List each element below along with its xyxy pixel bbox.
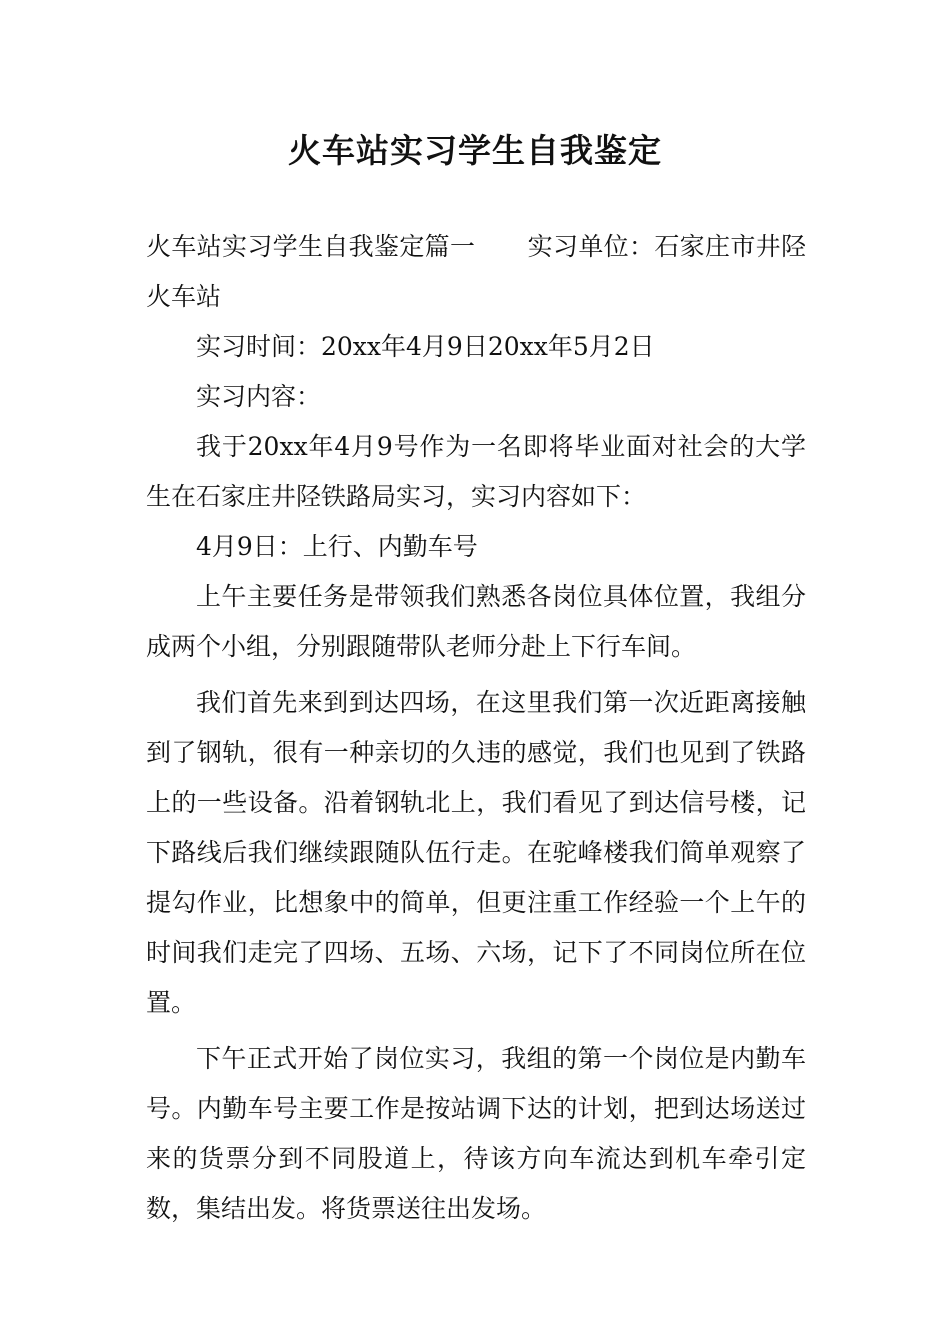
intro-paragraph [146,222,806,322]
date-heading: 4月9日：上行、内勤车号 [196,532,478,561]
document-title: 火车站实习学生自我鉴定 [288,131,662,170]
paragraph-first-visit: 我们首先来到到达四场，在这里我们第一次近距离接触到了钢轨，很有一种亲切的久违的感觉，我们也见到了铁路上的一些设备。沿着钢轨北上，我们看见了到达信号楼，记下路线后我们继续跟随队伍行走。在驼峰楼我们简单观察了提勾作业，比想象中的简单，但更注重工作经验一个上午的时间我们走完了四场、五场、六场，记下了不同岗位所在位置。 [146,688,806,1017]
internship-time: 实习时间：20xx年4月9日20xx年5月2日 [196,332,655,361]
document-body [146,222,806,1234]
paragraph-afternoon: 下午正式开始了岗位实习，我组的第一个岗位是内勤车号。内勤车号主要工作是按站调下达的计划，把到达场送过来的货票分到不同股道上，待该方向车流达到机车牵引定数，集结出发。将货票送往出发场。 [146,1044,806,1223]
internship-content-label: 实习内容： [196,382,322,411]
paragraph-morning-task: 上午主要任务是带领我们熟悉各岗位具体位置，我组分成两个小组，分别跟随带队老师分赴上下行车间。 [146,582,806,661]
internship-unit: 实习单位：石家庄市井陉火车站 [146,232,806,311]
paragraph-intro: 我于20xx年4月9号作为一名即将毕业面对社会的大学生在石家庄井陉铁路局实习，实习内容如下： [146,432,806,511]
section-heading: 火车站实习学生自我鉴定篇一 [146,232,476,261]
